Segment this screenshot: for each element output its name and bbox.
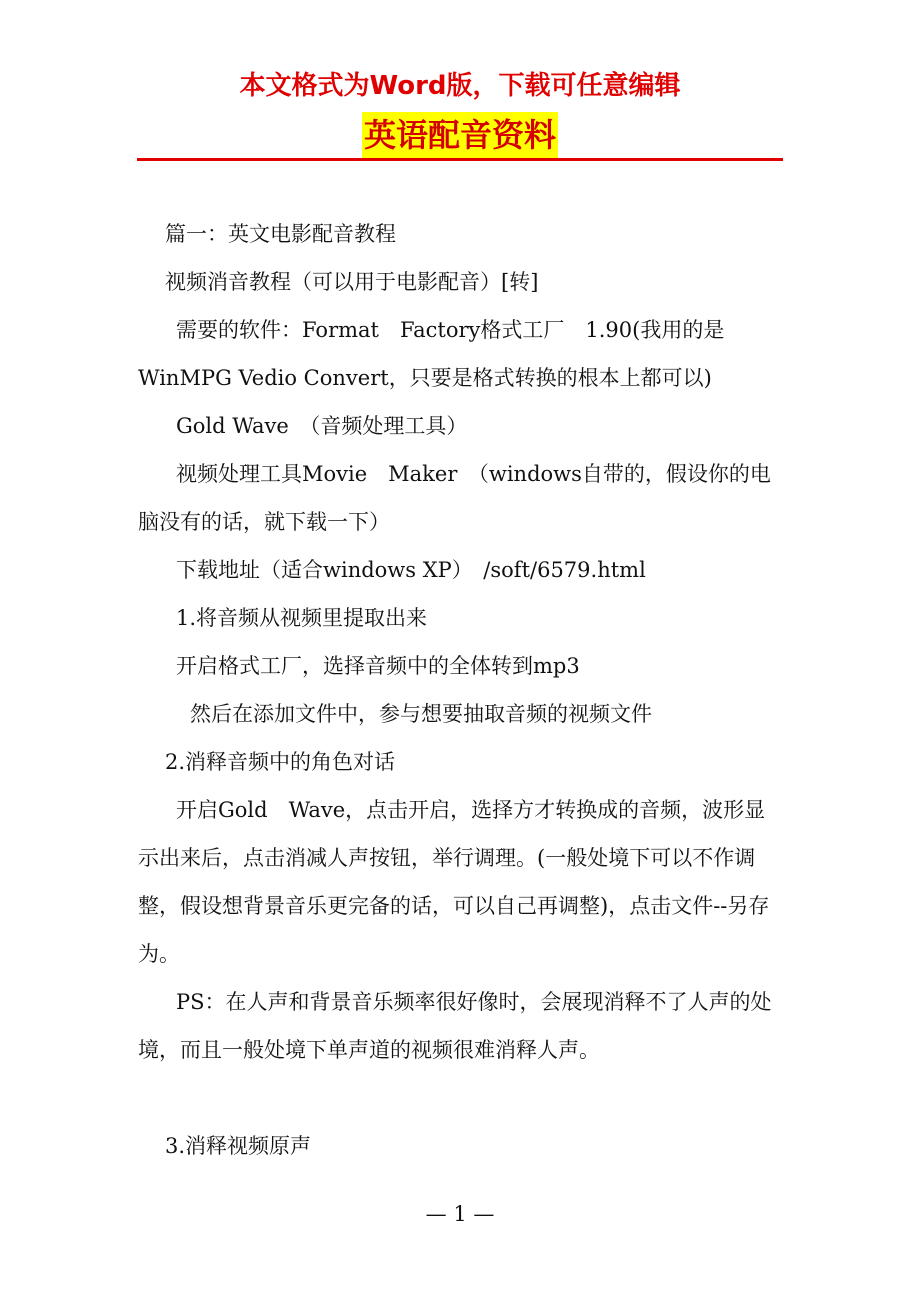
download-banner: 本文格式为Word版，下载可任意编辑	[239, 71, 681, 101]
paragraph: 2.消释音频中的角色对话	[165, 750, 396, 774]
paragraph: Gold Wave （音频处理工具）	[176, 414, 468, 438]
document-body	[138, 210, 784, 1170]
paragraph: 需要的软件：Format Factory格式工厂 1.90(我用的是WinMPG Vedio Convert，只要是格式转换的根本上都可以)	[138, 318, 725, 390]
paragraph: 下载地址（适合windows XP） /soft/6579.html	[176, 558, 646, 582]
paragraph: 然后在添加文件中，参与想要抽取音频的视频文件	[190, 702, 652, 726]
paragraph: 开启Gold Wave，点击开启，选择方才转换成的音频，波形显示出来后，点击消减人声按钮，举行调理。(一般处境下可以不作调整，假设想背景音乐更完备的话，可以自己再调整)，点击文件--另存为。	[138, 798, 770, 966]
title-container	[0, 112, 920, 158]
paragraph: 篇一：英文电影配音教程	[165, 222, 396, 246]
paragraph: 开启格式工厂，选择音频中的全体转到mp3	[176, 654, 580, 678]
paragraph: 视频消音教程（可以用于电影配音）[转]	[165, 270, 539, 294]
paragraph: PS：在人声和背景音乐频率很好像时，会展现消释不了人声的处境，而且一般处境下单声道的视频很难消释人声。	[138, 990, 772, 1062]
blank-line	[138, 1074, 784, 1122]
document-title: 英语配音资料	[362, 112, 558, 158]
paragraph: 3.消释视频原声	[165, 1134, 312, 1158]
paragraph: 1.将音频从视频里提取出来	[176, 606, 428, 630]
paragraph: 视频处理工具Movie Maker （windows自带的，假设你的电脑没有的话，就下载一下）	[138, 462, 771, 534]
title-divider	[137, 158, 783, 161]
page-number: — 1 —	[425, 1202, 495, 1226]
